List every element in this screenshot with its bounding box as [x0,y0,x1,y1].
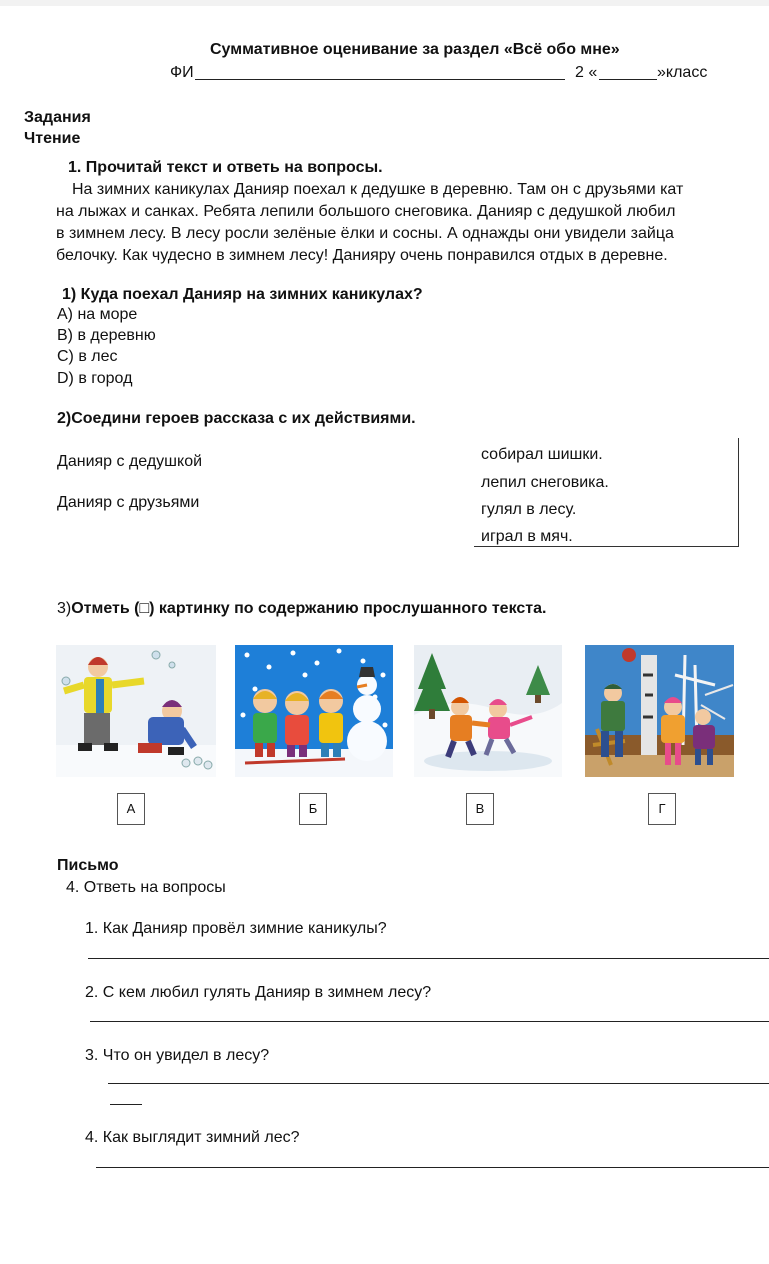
picture-v[interactable] [414,645,562,777]
answer-line[interactable] [96,1167,769,1168]
snowball-fight-illustration [56,645,216,777]
q1-option[interactable]: С) в лес [57,348,118,365]
q4-question: 4. Как выглядит зимний лес? [85,1129,300,1146]
grade-blank[interactable] [599,79,657,80]
action-label[interactable]: собирал шишки. [481,446,603,463]
picture-a[interactable] [56,645,216,777]
picture-b[interactable] [235,645,393,777]
hero-label[interactable]: Данияр с друзьями [57,494,200,511]
reading-text-line: На зимних каникулах Данияр поехал к дедушке в деревню. Там он с друзьями кат [72,181,684,198]
fi-blank[interactable] [195,79,565,80]
picture-g[interactable] [585,645,734,777]
answer-box-v[interactable]: В [466,793,494,825]
task1-heading: 1. Прочитай текст и ответь на вопросы. [68,159,383,176]
q1-option[interactable]: А) на море [57,306,138,323]
section-tasks: Задания [24,109,91,126]
answer-box-a[interactable]: А [117,793,145,825]
reading-text-line: белочку. Как чудесно в зимнем лесу! Данияру очень понравился отдых в деревне. [56,247,668,264]
hero-label[interactable]: Данияр с дедушкой [57,453,203,470]
q1-option[interactable]: В) в деревню [57,327,156,344]
answer-box-g[interactable]: Г [648,793,676,825]
q1-question: 1) Куда поехал Данияр на зимних каникулах? [62,286,423,303]
answer-line[interactable] [110,1104,142,1105]
q3-question [57,600,546,618]
grade-number: 2 « [575,64,598,81]
q4-question: 3. Что он увидел в лесу? [85,1047,270,1064]
q4-question: 2. С кем любил гулять Данияр в зимнем лесу? [85,984,432,1001]
q3-prefix: 3) [57,600,72,617]
q2-question: 2)Соедини героев рассказа с их действиями. [57,410,416,427]
answer-box-b[interactable]: Б [299,793,327,825]
fi-label: ФИ [170,64,194,81]
answer-line[interactable] [90,1021,769,1022]
page-title: Суммативное оценивание за раздел «Всё обо мне» [210,41,620,58]
grade-suffix: »класс [657,64,708,81]
snowman-illustration [235,645,393,777]
answer-line[interactable] [108,1083,769,1084]
q4-question: 1. Как Данияр провёл зимние каникулы? [85,920,387,937]
skating-illustration [414,645,562,777]
section-writing: Письмо [57,857,119,874]
reading-text-line: в зимнем лесу. В лесу росли зелёные ёлки и сосны. А однажды они увидели зайца [56,225,674,242]
q3-text: Отметь (□) картинку по содержанию прослушанного текста. [71,600,547,617]
q1-option[interactable]: D) в город [57,370,133,387]
action-label[interactable]: гулял в лесу. [481,501,577,518]
answer-line[interactable] [88,958,769,959]
action-label[interactable]: лепил снеговика. [481,474,609,491]
top-bar [0,0,769,6]
q4-heading: 4. Ответь на вопросы [66,879,226,896]
forest-illustration [585,645,734,777]
action-label[interactable]: играл в мяч. [481,528,573,545]
reading-text-line: на лыжах и санках. Ребята лепили большого снеговика. Данияр с дедушкой любил [56,203,676,220]
section-reading: Чтение [24,130,81,147]
